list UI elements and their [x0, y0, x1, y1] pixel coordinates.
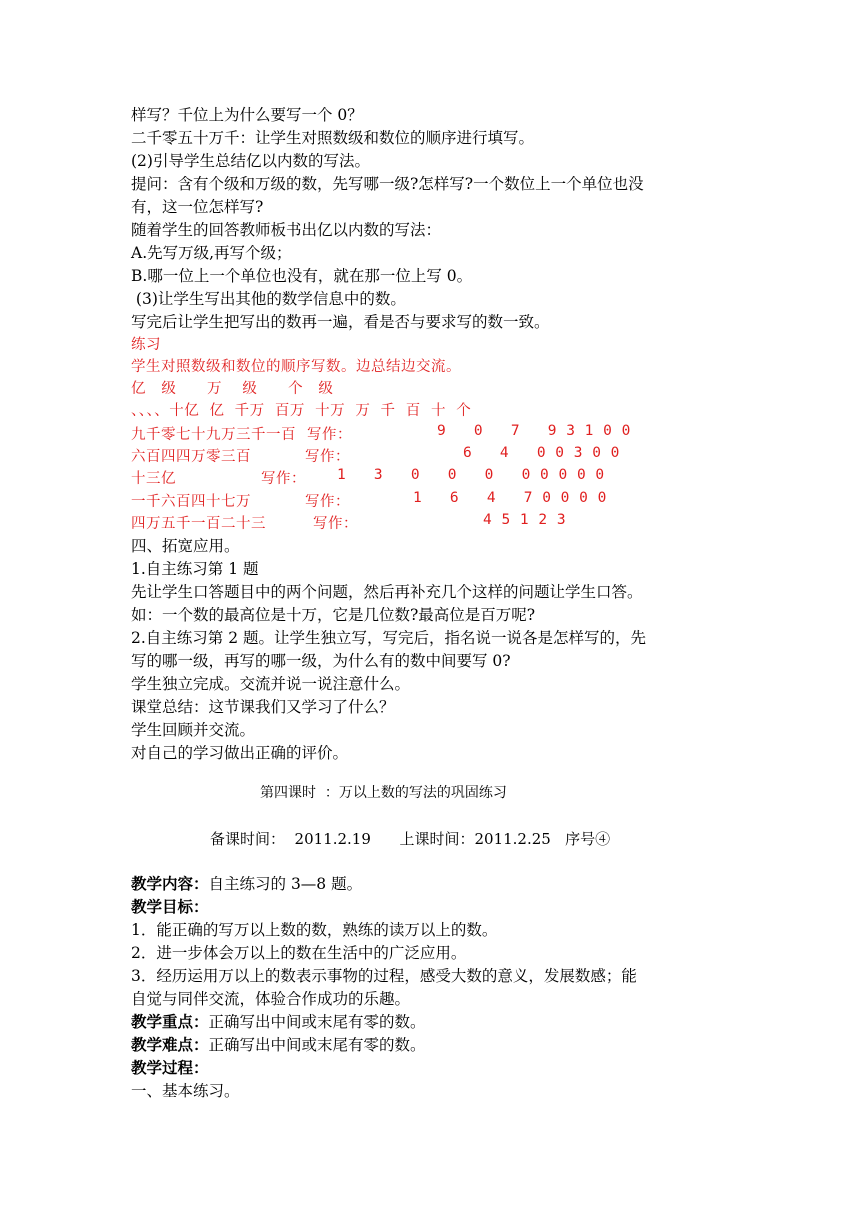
practice-intro: 学生对照数级和数位的顺序写数。边总结边交流。: [131, 359, 461, 375]
goal-item: 3．经历运用万以上的数表示事物的过程，感受大数的意义，发展数感；能: [131, 967, 637, 985]
process-first: 一、基本练习。: [131, 1082, 240, 1100]
difficulty-label: 教学难点：: [131, 1036, 209, 1054]
text-line: 对自己的学习做出正确的评价。: [131, 744, 349, 762]
goal-item: 1．能正确的写万以上数的数，熟练的读万以上的数。: [131, 921, 498, 939]
row-digits: 9 0 7 9 3 1 0 0: [437, 423, 631, 439]
goal-item: 2．进一步体会万以上的数在生活中的广泛应用。: [131, 944, 467, 962]
text-line: 1.自主练习第 1 题: [131, 560, 259, 578]
text-line: 学生独立完成。交流并说一说注意什么。: [131, 675, 411, 693]
text-line: (2)引导学生总结亿以内数的写法。: [131, 152, 370, 170]
row-label: 写作：: [305, 494, 350, 510]
text-line: 提问：含有个级和万级的数，先写哪一级?怎样写?一个数位上一个单位也没: [131, 175, 644, 193]
text-line: 2.自主练习第 2 题。让学生独立写，写完后，指名说一说各是怎样写的，先: [131, 629, 647, 647]
key-text: 正确写出中间或末尾有零的数。: [208, 1013, 426, 1031]
difficulty-text: 正确写出中间或末尾有零的数。: [208, 1036, 426, 1054]
row-digits: 4 5 1 2 3: [483, 512, 567, 528]
text-line: 四、拓宽应用。: [131, 537, 240, 555]
content-label: 教学内容：: [131, 875, 209, 893]
row-word: 六百四四万零三百: [131, 449, 251, 465]
row-digits: 1 6 4 7 0 0 0 0: [413, 490, 607, 506]
text-line: 有，这一位怎样写?: [131, 198, 264, 216]
text-line: 学生回顾并交流。: [131, 721, 256, 739]
row-label: 写作：: [305, 449, 350, 465]
difficulty-line: [131, 1034, 426, 1057]
row-word: 十三亿: [131, 471, 176, 487]
text-line: 课堂总结：这节课我们又学习了什么？: [131, 698, 395, 716]
row-word: 九千零七十九万三千一百: [131, 427, 296, 443]
text-line: 如：一个数的最高位是十万，它是几位数?最高位是百万呢?: [131, 606, 536, 624]
text-line: 二千零五十万千：让学生对照数级和数位的顺序进行填写。: [131, 129, 535, 147]
practice-places: 、、、、十亿 亿 千万 百万 十万 万 千 百 十 个: [131, 403, 472, 419]
goal-item: 自觉与同伴交流，体验合作成功的乐趣。: [131, 990, 411, 1008]
row-label: 写作：: [261, 471, 306, 487]
content-line: [131, 873, 362, 896]
text-line: B.哪一位上一个单位也没有，就在那一位上写 0。: [131, 267, 473, 285]
text-line: 写的哪一级，再写的哪一级，为什么有的数中间要写 0?: [131, 652, 511, 670]
lesson-title: 第四课时 ：万以上数的写法的巩固练习: [260, 785, 507, 801]
text-line: (3)让学生写出其他的数学信息中的数。: [131, 290, 406, 308]
row-word: 一千六百四十七万: [131, 494, 251, 510]
row-digits: 1 3 0 0 0 0 0 0 0 0: [337, 467, 605, 483]
row-word: 四万五千一百二十三: [131, 516, 266, 532]
text-line: A.先写万级,再写个级；: [131, 244, 292, 262]
practice-title: 练习: [131, 337, 161, 353]
key-line: [131, 1011, 426, 1034]
row-label: 写作：: [313, 516, 358, 532]
text-line: 写完后让学生把写出的数再一遍，看是否与要求写的数一致。: [131, 313, 550, 331]
text-line: 样写？千位上为什么要写一个 0？: [131, 106, 363, 124]
text-line: 先让学生口答题目中的两个问题，然后再补充几个这样的问题让学生口答。: [131, 583, 643, 601]
row-label: 写作：: [307, 427, 352, 443]
goals-label: 教学目标：: [131, 898, 209, 916]
practice-levels: 亿 级 万 级 个 级: [131, 381, 334, 397]
lesson-prep-info: 备课时间： 2011.2.19 上课时间：2011.2.25 序号④: [210, 830, 611, 848]
process-label: 教学过程：: [131, 1059, 209, 1077]
row-digits: 6 4 0 0 3 0 0: [463, 445, 620, 461]
key-label: 教学重点：: [131, 1013, 209, 1031]
content-text: 自主练习的 3—8 题。: [208, 875, 363, 893]
text-line: 随着学生的回答教师板书出亿以内数的写法：: [131, 221, 442, 239]
